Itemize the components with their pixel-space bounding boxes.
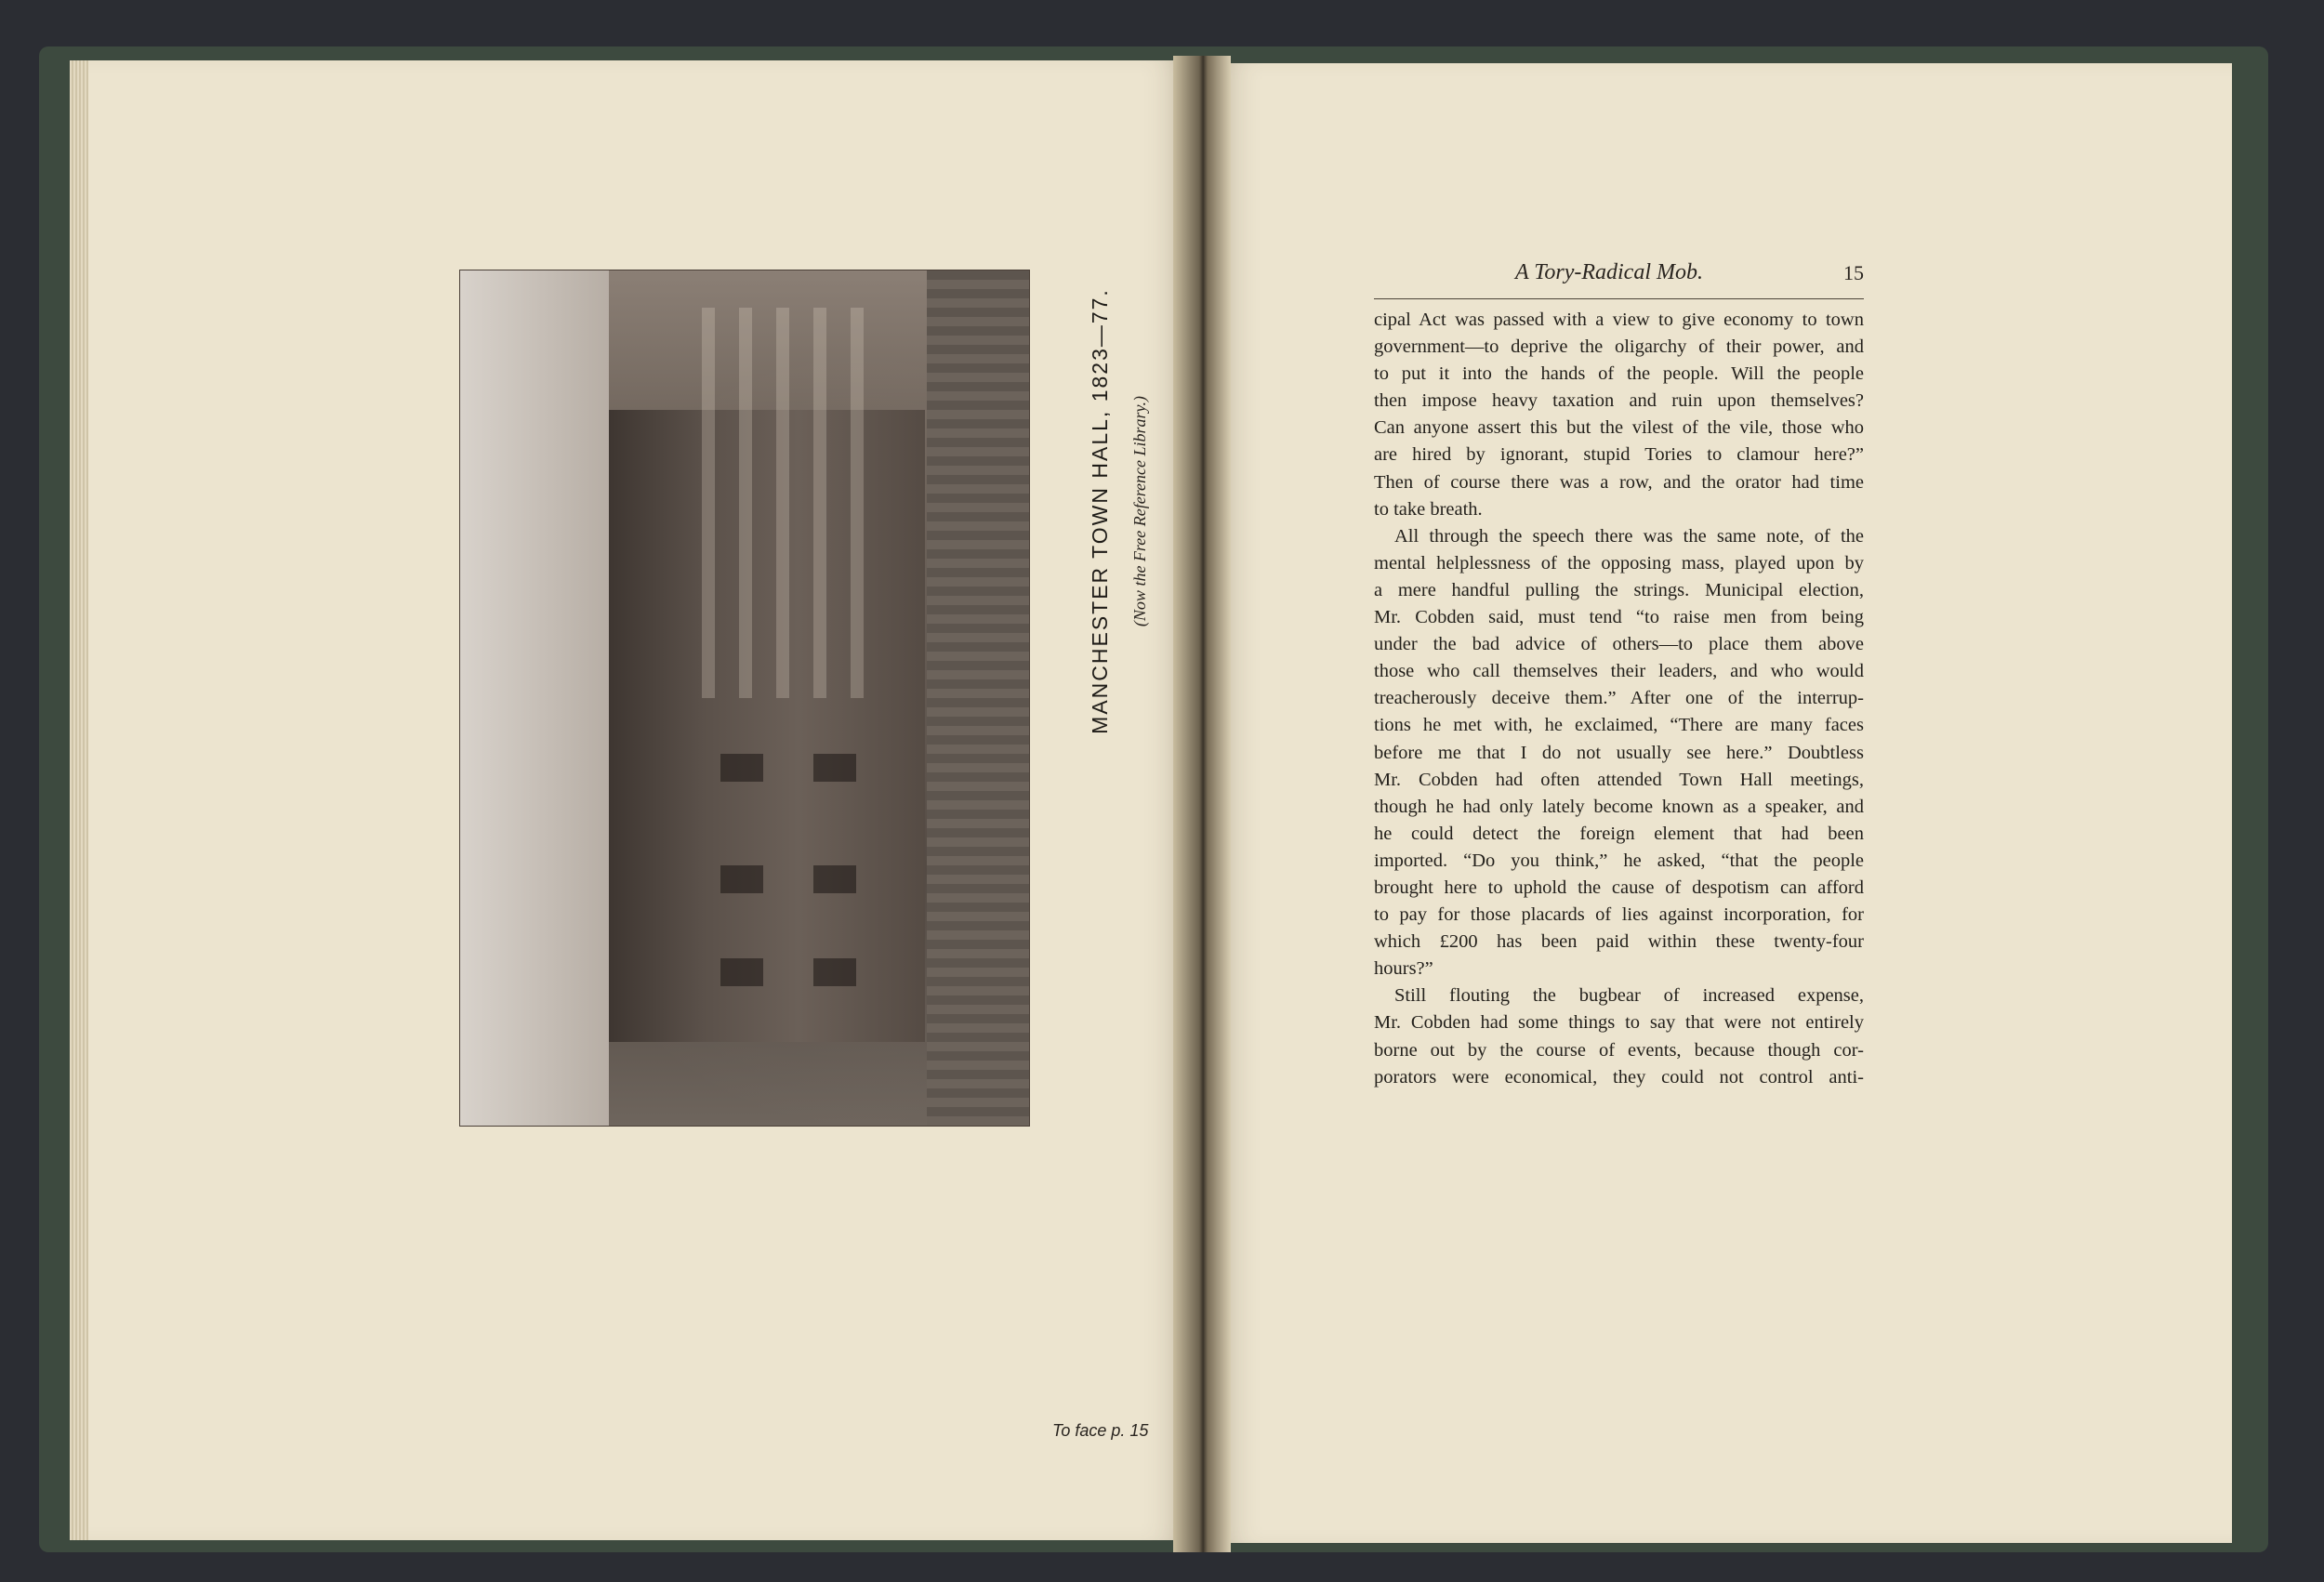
town-hall-photograph	[459, 270, 1030, 1127]
photo-window	[720, 958, 763, 986]
text-line: before me that I do not usually see here.” Doubtless	[1374, 742, 1864, 763]
text-line: a mere handful pulling the strings. Municipal election,	[1374, 579, 1864, 600]
text-line: All through the speech there was the same note, of the	[1394, 525, 1864, 547]
facing-page-note: To face p. 15	[1052, 1421, 1149, 1440]
text-line: Still flouting the bugbear of increased expense,	[1394, 985, 1864, 1007]
text-line: tions he met with, he exclaimed, “There are many faces	[1374, 715, 1864, 736]
text-line: those who call themselves their leaders, and who would	[1374, 661, 1864, 682]
text-line: porators were economical, they could not control anti-	[1374, 1066, 1864, 1088]
text-line: to put it into the hands of the people. Will the people	[1374, 363, 1864, 385]
text-line: Mr. Cobden said, must tend “to raise men from being	[1374, 607, 1864, 628]
page-edges	[70, 60, 88, 1540]
plate-subcaption: (Now the Free Reference Library.)	[1130, 395, 1149, 627]
body-text	[1374, 307, 1864, 1091]
text-line: Mr. Cobden had often attended Town Hall meetings,	[1374, 769, 1864, 790]
photo-column	[776, 308, 789, 698]
page-number: 15	[1843, 261, 1864, 284]
plate-caption: MANCHESTER TOWN HALL, 1823—77.	[1088, 288, 1112, 734]
text-line: Then of course there was a row, and the orator had time	[1374, 471, 1864, 493]
text-line: Mr. Cobden had some things to say that were not entirely	[1374, 1012, 1864, 1034]
text-line: borne out by the course of events, because though cor-	[1374, 1039, 1864, 1061]
photo-sky	[460, 270, 609, 1126]
text-line: he could detect the foreign element that had been	[1374, 823, 1864, 844]
text-line: under the bad advice of others—to place them above	[1374, 634, 1864, 655]
text-line: though he had only lately become known as a speaker, and	[1374, 796, 1864, 817]
header-rule	[1374, 298, 1864, 299]
text-line: are hired by ignorant, stupid Tories to clamour here?”	[1374, 444, 1864, 466]
text-line: hours?”	[1374, 958, 1433, 980]
text-line: imported. “Do you think,” he asked, “that the people	[1374, 850, 1864, 871]
photo-column	[702, 308, 715, 698]
text-line: treacherously deceive them.” After one of the interrup-	[1374, 688, 1864, 709]
text-line: Can anyone assert this but the vilest of the vile, those who	[1374, 417, 1864, 439]
text-line: to pay for those placards of lies against incorporation, for	[1374, 904, 1864, 926]
text-line: then impose heavy taxation and ruin upon themselves?	[1374, 390, 1864, 412]
photo-window	[813, 958, 856, 986]
photo-building	[609, 410, 925, 1042]
photo-window	[720, 865, 763, 893]
photo-column	[813, 308, 826, 698]
photo-column	[739, 308, 752, 698]
text-line: mental helplessness of the opposing mass, played upon by	[1374, 552, 1864, 573]
running-head: A Tory-Radical Mob.	[1515, 260, 1703, 284]
text-line: brought here to uphold the cause of despotism can afford	[1374, 877, 1864, 898]
photo-window	[720, 754, 763, 782]
text-line: which £200 has been paid within these twenty-four	[1374, 931, 1864, 953]
photo-window	[813, 865, 856, 893]
photo-street	[927, 270, 1029, 1126]
book-gutter	[1173, 56, 1231, 1552]
photo-column	[851, 308, 864, 698]
photo-window	[813, 754, 856, 782]
text-line: to take breath.	[1374, 498, 1483, 520]
text-line: cipal Act was passed with a view to give economy to town	[1374, 310, 1864, 330]
text-line: government—to deprive the oligarchy of their power, and	[1374, 336, 1864, 358]
